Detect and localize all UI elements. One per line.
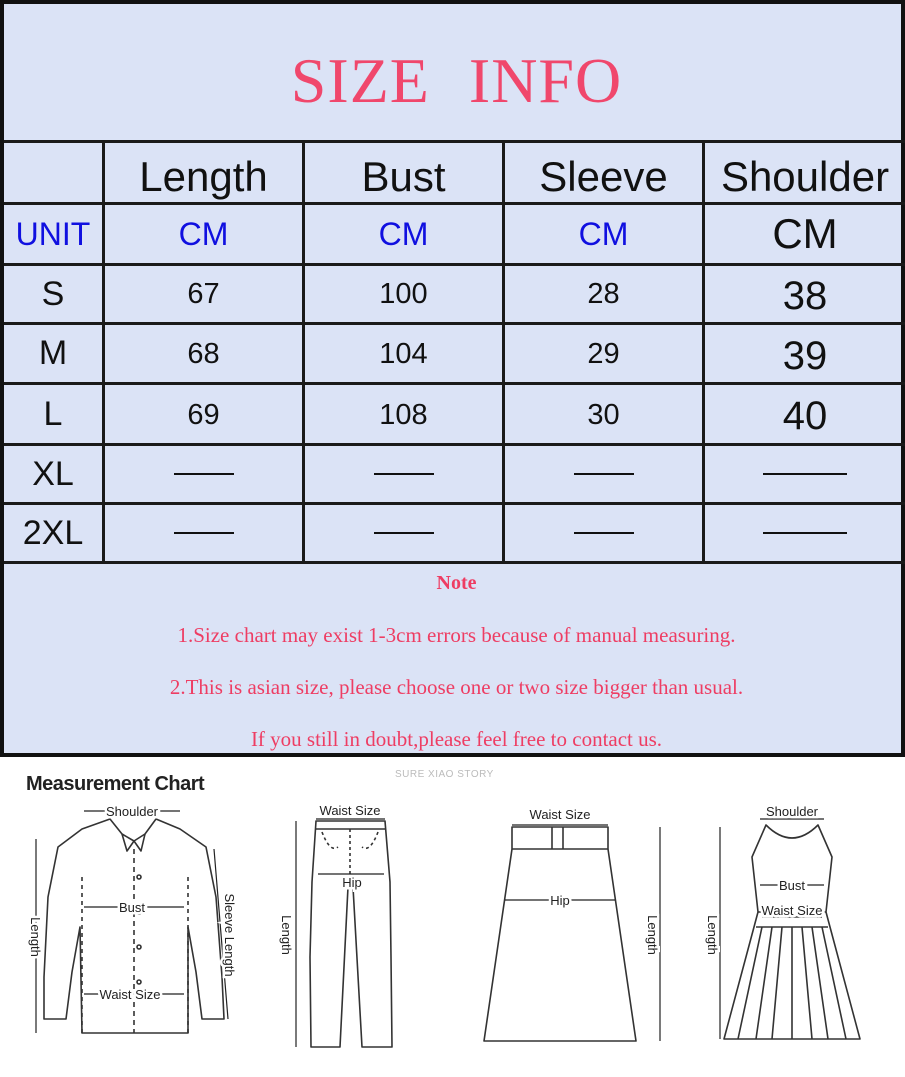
dress-waist-label: Waist Size (761, 903, 823, 918)
pants-hip-label: Hip (342, 875, 362, 890)
empty-value-dash (374, 532, 434, 534)
pants-outline (310, 821, 392, 1047)
unit-shoulder: CM (772, 210, 838, 257)
table-cell: 68 (187, 337, 220, 370)
size-label-s: S (41, 274, 65, 313)
empty-value-dash (763, 532, 847, 534)
garment-diagrams (0, 757, 905, 1077)
table-cell: 30 (587, 398, 620, 431)
table-cell: 39 (782, 333, 828, 378)
shirt-shoulder-label: Shoulder (105, 804, 159, 819)
dress-shoulder-label: Shoulder (765, 804, 819, 819)
unit-sleeve: CM (578, 215, 629, 252)
empty-value-dash (574, 532, 634, 534)
unit-length: CM (178, 215, 229, 252)
measurement-chart (0, 757, 905, 1077)
table-cell (705, 505, 905, 561)
empty-value-dash (763, 473, 847, 475)
unit-bust: CM (378, 215, 429, 252)
empty-value-dash (374, 473, 434, 475)
note-line-3: If you still in doubt,please feel free to contact us. (250, 727, 663, 751)
header-sleeve: Sleeve (539, 153, 668, 200)
table-cell (105, 505, 302, 561)
empty-value-dash (574, 473, 634, 475)
dress-outline (724, 825, 860, 1039)
empty-value-dash (174, 532, 234, 534)
pants-arrows (296, 819, 385, 1047)
table-cell (305, 505, 502, 561)
header-length: Length (139, 153, 268, 200)
table-cell: 29 (587, 337, 620, 370)
table-cell: 28 (587, 277, 620, 310)
watermark: SURE XIAO STORY (395, 769, 494, 780)
shirt-bust-label: Bust (118, 900, 146, 915)
shirt-waist-label: Waist Size (99, 987, 161, 1002)
size-label-l: L (43, 394, 63, 433)
skirt-outline (484, 827, 636, 1041)
table-cell (305, 446, 502, 502)
table-cell: 38 (782, 273, 828, 318)
page-title: SIZE INFO (290, 45, 623, 116)
size-label-2xl: 2XL (22, 513, 84, 552)
table-cell: 67 (187, 277, 220, 310)
shirt-sleeve-label: Sleeve Length (222, 893, 237, 977)
table-cell: 108 (379, 398, 428, 431)
table-cell (505, 505, 702, 561)
table-cell (505, 446, 702, 502)
skirt-length-label: Length (645, 915, 660, 955)
measurement-chart-title: Measurement Chart (26, 773, 205, 795)
skirt-arrows (505, 825, 660, 1041)
pants-waist-label: Waist Size (319, 803, 381, 818)
pants-length-label: Length (279, 915, 294, 955)
header-bust: Bust (361, 153, 446, 200)
table-cell (705, 446, 905, 502)
note-line-1: 1.Size chart may exist 1-3cm errors because of manual measuring. (177, 623, 736, 647)
dress-bust-label: Bust (778, 878, 806, 893)
table-cell: 69 (187, 398, 220, 431)
skirt-hip-label: Hip (550, 893, 570, 908)
shirt-length-label: Length (28, 917, 43, 957)
grid-line (4, 140, 905, 143)
size-label-m: M (38, 334, 68, 372)
note-title: Note (436, 572, 477, 594)
unit-label: UNIT (15, 215, 91, 252)
table-cell: 104 (379, 337, 428, 370)
size-label-xl: XL (32, 454, 74, 493)
grid-line (4, 561, 905, 564)
header-shoulder: Shoulder (720, 153, 890, 200)
table-cell: 100 (379, 277, 428, 310)
empty-value-dash (174, 473, 234, 475)
dress-length-label: Length (705, 915, 720, 955)
table-cell (105, 446, 302, 502)
table-cell: 40 (782, 393, 828, 438)
skirt-waist-label: Waist Size (529, 807, 591, 822)
note-line-2: 2.This is asian size, please choose one or two size bigger than usual. (169, 675, 744, 699)
